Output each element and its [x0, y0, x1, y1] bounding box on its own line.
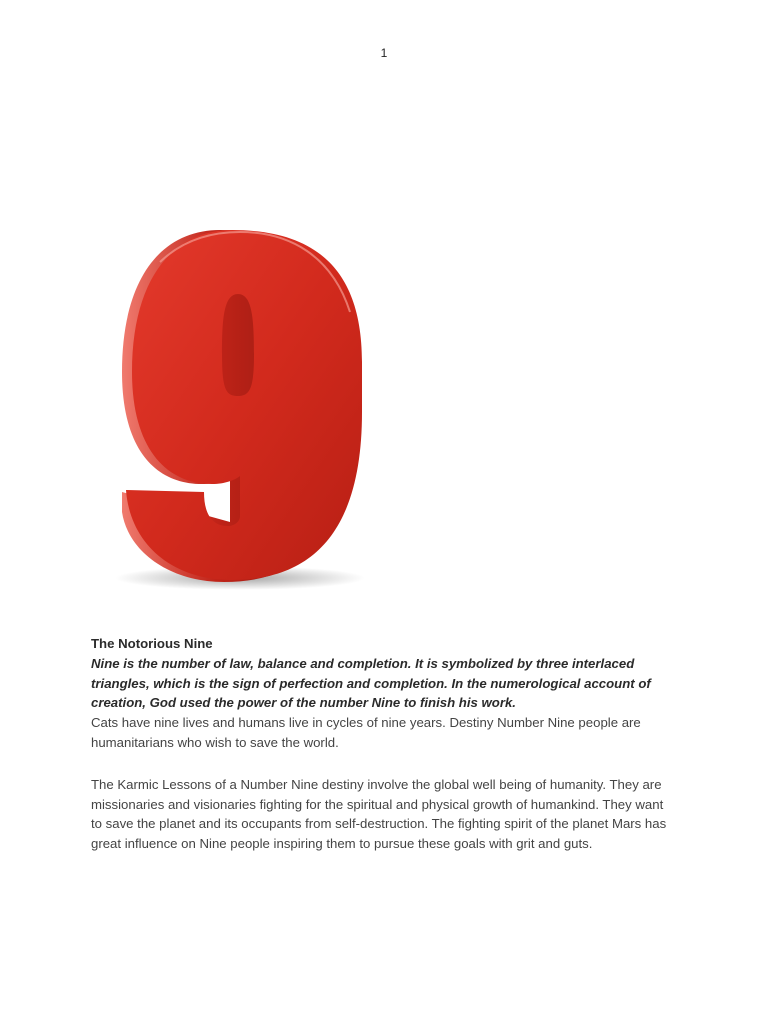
article-paragraph-1: Cats have nine lives and humans live in cycles of nine years. Destiny Number Nine people are humanitarians who wish to save the world.	[91, 715, 641, 750]
article-paragraph-2: The Karmic Lessons of a Number Nine destiny involve the global well being of humanity. They are missionaries and visionaries fighting for the spiritual and physical growth of humankind. They want to save the planet and its occupants from self-destruction. The fighting spirit of the planet Mars has great influence on Nine people inspiring them to pursue these goals with grit and guts.	[91, 776, 667, 852]
page-number: 1	[380, 46, 388, 60]
digit-face	[126, 230, 362, 580]
article-lead: Nine is the number of law, balance and completion. It is symbolized by three interlaced triangles, which is the sign of perfection and completion. In the numerological account of creation, God used the power of the number Nine to finish his work.	[91, 655, 651, 711]
nine-digit-graphic	[100, 222, 372, 600]
red-nine-illustration	[100, 222, 372, 600]
article-title: The Notorious Nine	[91, 636, 213, 651]
article	[91, 634, 671, 854]
paragraph-spacer	[91, 753, 671, 775]
